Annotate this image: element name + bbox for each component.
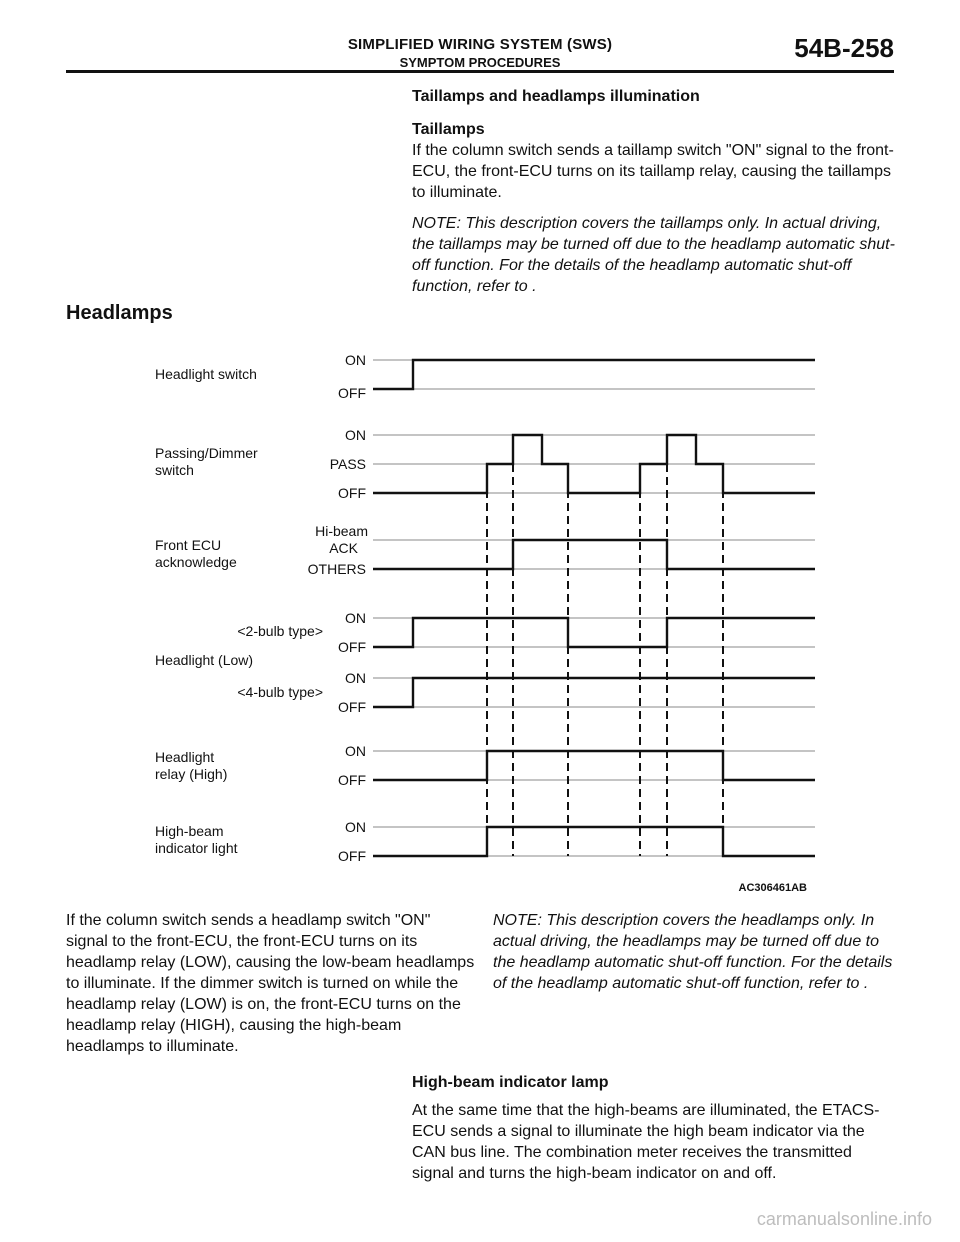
headlight-low-2bulb-wave — [373, 618, 815, 647]
level-hibeam-1: Hi-beam — [315, 523, 368, 539]
taillamps-heading: Taillamps and headlamps illumination — [412, 88, 700, 105]
label-passing-2: switch — [155, 462, 194, 478]
label-headlight-low: Headlight (Low) — [155, 652, 254, 668]
front-ecu-ack-wave — [373, 540, 815, 569]
level-on: ON — [345, 610, 366, 626]
relay-high-wave — [373, 751, 815, 780]
label-headlight-switch: Headlight switch — [155, 366, 257, 382]
page-header-title: SIMPLIFIED WIRING SYSTEM (SWS) — [347, 36, 613, 53]
level-off: OFF — [338, 699, 366, 715]
level-on: ON — [345, 819, 366, 835]
waveforms — [373, 360, 815, 856]
headlamps-body-column — [66, 910, 476, 1057]
level-off: OFF — [338, 639, 366, 655]
label-relay-1: Headlight — [155, 749, 215, 765]
level-off: OFF — [338, 385, 366, 401]
label-frontecu-2: acknowledge — [155, 554, 237, 570]
watermark: carmanualsonline.info — [756, 1209, 932, 1229]
diagram-code: AC306461AB — [738, 882, 807, 894]
page-number: 54B-258 — [794, 33, 894, 63]
label-passing-1: Passing/Dimmer — [155, 445, 258, 461]
indicator-light-wave — [373, 827, 815, 856]
indicator-heading: High-beam indicator lamp — [412, 1074, 609, 1091]
headlight-low-4bulb-wave — [373, 678, 815, 707]
level-off: OFF — [338, 848, 366, 864]
reference-lines — [373, 360, 815, 856]
indicator-section — [412, 1072, 897, 1184]
headlamps-note-column — [493, 910, 898, 994]
label-indicator-1: High-beam — [155, 823, 224, 839]
timing-guides — [487, 464, 723, 856]
level-pass: PASS — [329, 456, 366, 472]
label-relay-2: relay (High) — [155, 766, 228, 782]
level-on: ON — [345, 743, 366, 759]
taillamps-subheading: Taillamps — [412, 121, 485, 138]
level-on: ON — [345, 352, 366, 368]
level-on: ON — [345, 670, 366, 686]
taillamps-note: NOTE: This description covers the taillamps only. In actual driving, the taillamps may be turned off due to the headlamp automatic shut-off function. For the details of the headlamp automatic shut-off function, refer to . — [412, 215, 895, 295]
label-frontecu-1: Front ECU — [155, 537, 222, 553]
headlamps-note: NOTE: This description covers the headlamps only. In actual driving, the headlamps may be turned off due to the headlamp automatic shut-off function. For the details of the headlamp automatic shut-off function, refer to . — [493, 912, 893, 992]
label-indicator-2: indicator light — [155, 840, 238, 856]
level-on: ON — [345, 427, 366, 443]
label-2bulb: <2-bulb type> — [237, 623, 323, 639]
headlight-switch-wave — [373, 360, 815, 389]
level-off: OFF — [338, 772, 366, 788]
indicator-body: At the same time that the high-beams are illuminated, the ETACS-ECU sends a signal to illuminate the high beam indicator via the CAN bus line. The combination meter receives the transmitted signal and turns the high-beam indicator on and off. — [412, 1102, 880, 1182]
headlamps-body: If the column switch sends a headlamp switch "ON" signal to the front-ECU, the front-ECU turns on its headlamp relay (LOW), causing the low-beam headlamps to illuminate. If the dimmer switch is turned on while the headlamp relay (LOW) is on, the front-ECU turns on the headlamp relay (HIGH), causing the high-beam headlamps to illuminate. — [66, 912, 475, 1055]
label-4bulb: <4-bulb type> — [237, 684, 323, 700]
level-others: OTHERS — [307, 561, 366, 577]
page-header-subtitle: SYMPTOM PROCEDURES — [399, 55, 561, 70]
headlamps-heading: Headlamps — [66, 302, 173, 324]
level-hibeam-2: ACK — [329, 540, 358, 556]
taillamps-body: If the column switch sends a taillamp switch "ON" signal to the front-ECU, the front-ECU turns on its taillamp relay, causing the taillamps to illuminate. — [412, 142, 894, 201]
level-off: OFF — [338, 485, 366, 501]
